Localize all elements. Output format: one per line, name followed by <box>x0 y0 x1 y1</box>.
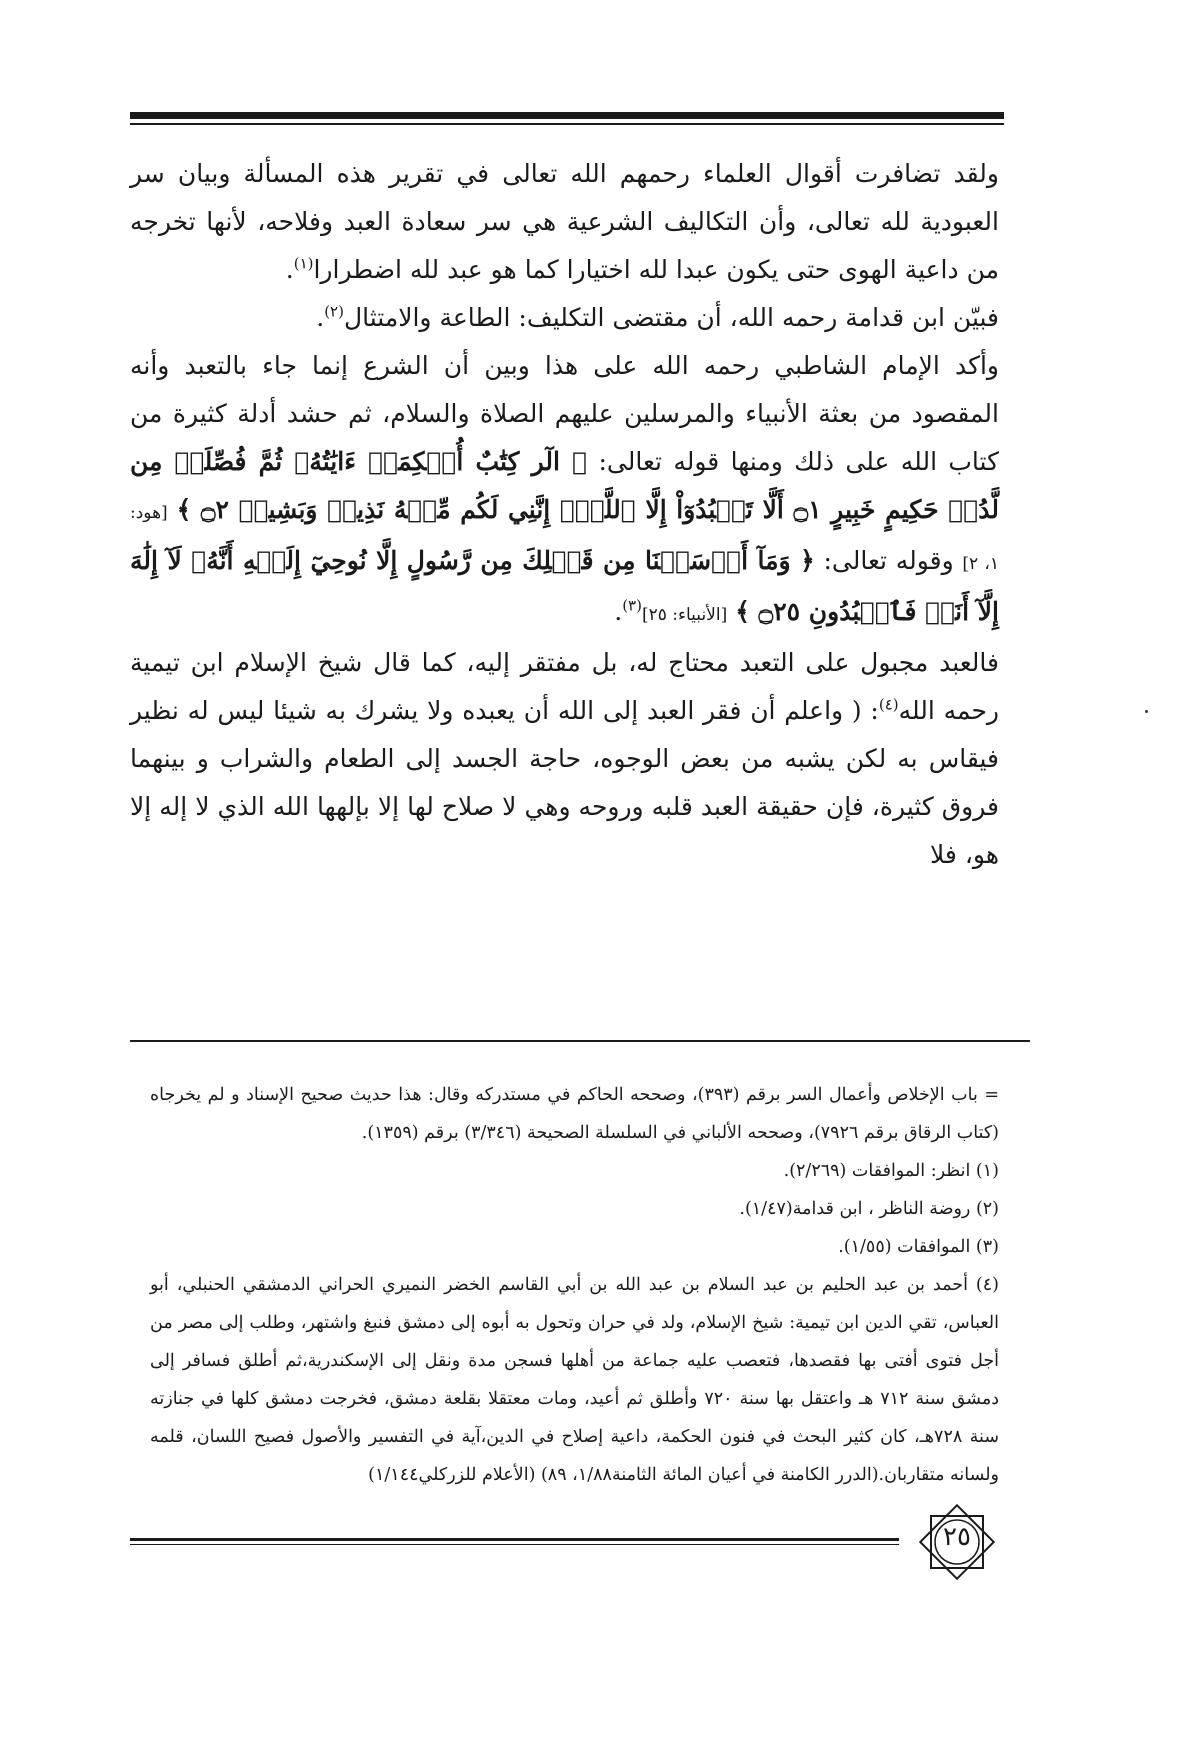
header-rule-thick <box>130 112 1004 119</box>
verse-2-reference: [الأنبياء: ٢٥] <box>641 605 728 625</box>
paragraph-3 <box>130 342 999 639</box>
footnote-marker-1: (١) <box>293 254 314 273</box>
stray-dot <box>1145 710 1148 713</box>
paragraph-1 <box>130 150 999 294</box>
footnote-1: (١) انظر: الموافقات (٢/٢٦٩). <box>783 1161 999 1181</box>
paragraph-3-mid: وقوله تعالى: <box>823 546 954 575</box>
footnote-4: (٤) أحمد بن عبد الحليم بن عبد السلام بن عبد الله بن أبي القاسم الخضر النميري الحراني الدمشقي الحنبلي، أبو العباس، تقي الدين ابن تيمية: شيخ الإسلام، ولد في حران وتحول به أبوه إلى دمشق فنبغ واشتهر، وطلب إلى مصر من أجل فتوى أفتى بها فقصدها، فتعصب عليه جماعة من أهلها فسجن مدة ونقل إلى الإسكندرية،ثم أطلق فسافر إلى دمشق سنة ٧١٢ هـ واعتقل بها سنة ٧٢٠ وأطلق ثم أعيد، ومات معتقلا بقلعة دمشق، فخرجت دمشق كلها في جنازته سنة ٧٢٨هـ، كان كثير البحث في فنون الحكمة، داعية إصلاح في الدين،آية في التفسير والأصول فصيح اللسان، قلمه ولسانه متقاربان.(الدرر الكامنة في أعيان المائة الثامنة١/٨٨، ٨٩) (الأعلام للزركلي١/١٤٤) <box>150 1275 999 1485</box>
paragraph-4-text-a: فالعبد مجبول على التعبد محتاج له، بل مفتقر إليه، كما قال شيخ الإسلام ابن تيمية رحمه الله <box>130 648 999 725</box>
main-text <box>130 150 999 879</box>
paragraph-3-intro: وأكد الإمام الشاطبي رحمه الله على هذا وبين أن الشرع إنما جاء بالتعبد وأنه المقصود من بعثة الأنبياء والمرسلين عليهم الصلاة والسلام، ثم حشد أدلة كثيرة من كتاب الله على ذلك ومنها قوله تعالى: <box>130 351 999 476</box>
paragraph-4 <box>130 639 999 879</box>
paragraph-1-end: . <box>285 255 294 284</box>
paragraph-2-end: . <box>316 303 325 332</box>
footnote-2: (٢) روضة الناظر ، ابن قدامة(١/٤٧). <box>739 1199 999 1219</box>
footnotes <box>150 1076 999 1494</box>
footer-rule <box>130 1538 899 1541</box>
footer-rule-thin <box>130 1544 899 1545</box>
paragraph-4-text-b: : ( واعلم أن فقر العبد إلى الله أن يعبده ولا يشرك به شيئا ليس له نظير فيقاس به لكن يشبه من بعض الوجوه، حاجة الجسد إلى الطعام والشراب و بينهما فروق كثيرة، فإن حقيقة العبد قلبه وروحه وهي لا صلاح لها إلا بإلهها الله الذي لا إله إلا هو، فلا <box>130 696 999 869</box>
footnote-separator <box>130 1040 1030 1042</box>
page-footer <box>130 1500 999 1580</box>
page-number: ٢٥ <box>943 1522 971 1552</box>
footnote-marker-3: (٣) <box>622 596 642 615</box>
header-rule <box>130 112 1004 125</box>
page-number-ornament <box>915 1500 999 1584</box>
footnote-3: (٣) الموافقات (١/٥٥). <box>838 1237 999 1257</box>
footnote-continued: = باب الإخلاص وأعمال السر برقم (٣٩٣)، وصححه الحاكم في مستدركه وقال: هذا حديث صحيح الإسناد و لم يخرجاه (كتاب الرقاق برقم ٧٩٢٦)، وصححه الألباني في السلسلة الصحيحة (٣/٣٤٦) برقم (١٣٥٩). <box>150 1085 999 1143</box>
verse-1-reference: [هود: ١، ٢] <box>130 503 999 574</box>
paragraph-2 <box>130 294 999 342</box>
quran-verse-2: ﴿ وَمَآ أَرۡسَلۡنَا مِن قَبۡلِكَ مِن رَّسُولٍ إِلَّا نُوحِيٓ إِلَيۡهِ أَنَّهُۥ لَآ إِلَٰهَ إِلَّآ أَنَا۠ فَٱعۡبُدُونِ ۝٢٥ ﴾ <box>130 546 999 626</box>
paragraph-1-text: ولقد تضافرت أقوال العلماء رحمهم الله تعالى في تقرير هذه المسألة وبيان سر العبودية لله تعالى، وأن التكاليف الشرعية هي سر سعادة العبد وفلاحه، لأنها تخرجه من داعية الهوى حتى يكون عبدا لله اختيارا كما هو عبد لله اضطرارا <box>130 159 999 284</box>
paragraph-2-text: فبيّن ابن قدامة رحمه الله، أن مقتضى التكليف: الطاعة والامتثال <box>343 303 999 332</box>
quran-verse-1: ﴿ الٓر كِتَٰبٌ أُحۡكِمَتۡ ءَايَٰتُهُۥ ثُمَّ فُصِّلَتۡ مِن لَّدُنۡ حَكِيمٍ خَبِيرٍ ۝١ أَلَّا تَعۡبُدُوٓاْ إِلَّا ٱللَّهَۚ إِنَّنِي لَكُم مِّنۡهُ نَذِيرٞ وَبَشِيرٞ ۝٢ ﴾ <box>130 447 999 524</box>
footnote-marker-4: (٤) <box>878 695 899 714</box>
header-rule-thin <box>130 123 1004 125</box>
footnote-marker-2: (٢) <box>324 302 344 321</box>
paragraph-3-end: . <box>614 597 623 626</box>
